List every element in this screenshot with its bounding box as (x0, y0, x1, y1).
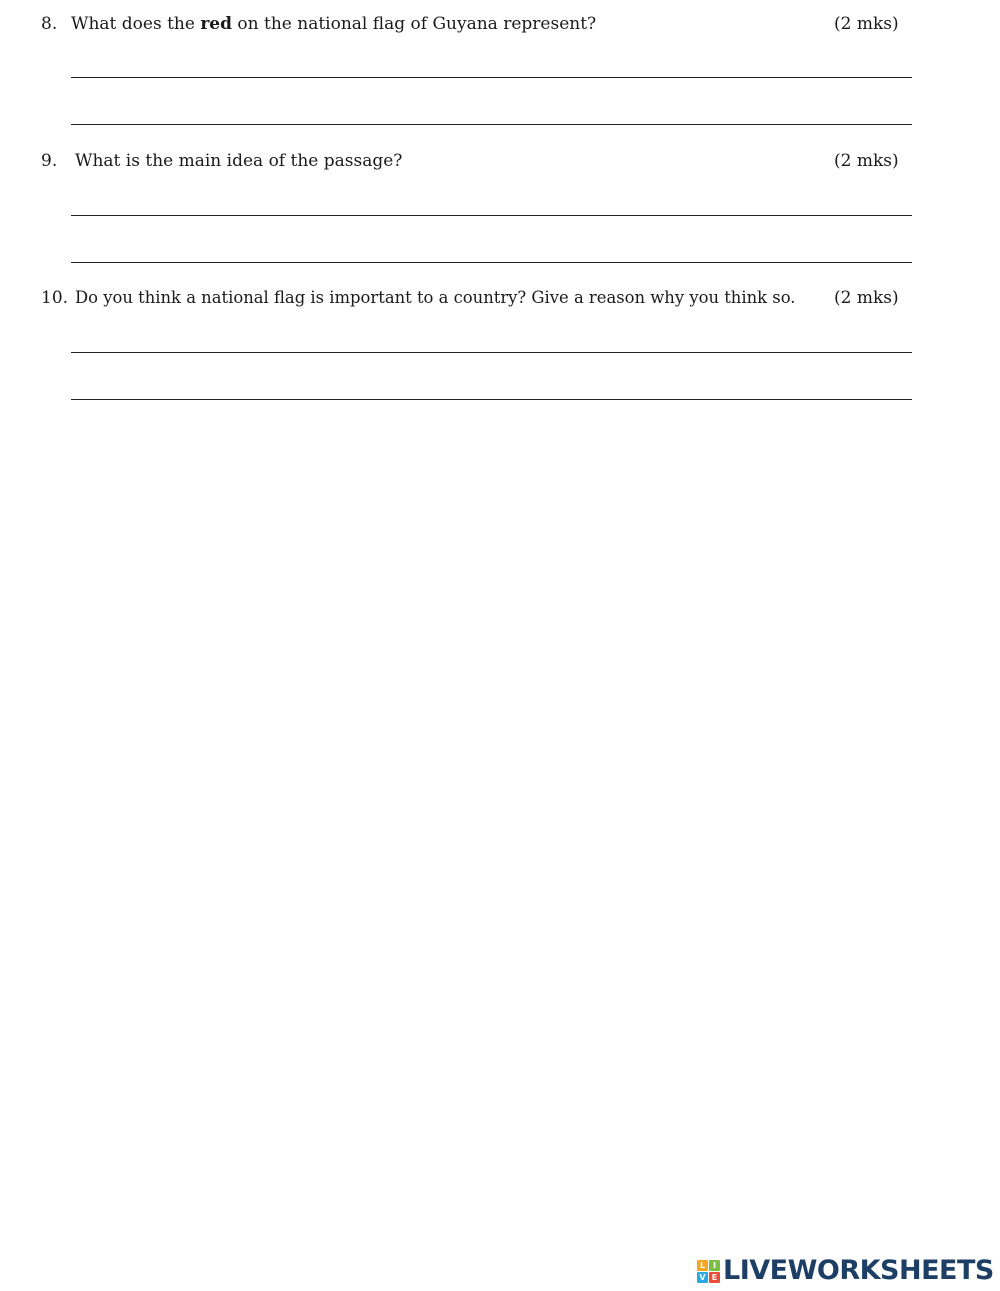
question-10 (0, 287, 1000, 317)
question-text-before: What does the (71, 14, 201, 34)
answer-line[interactable] (71, 124, 912, 125)
question-number: 9. (41, 151, 58, 171)
logo-mark-icon (697, 1260, 720, 1283)
logo-cell: V (697, 1272, 708, 1283)
question-number: 10. (41, 288, 69, 308)
liveworksheets-logo[interactable] (697, 1256, 994, 1286)
question-text (71, 13, 596, 35)
question-text-bold: red (200, 14, 233, 34)
question-marks: (2 mks) (834, 151, 899, 171)
question-text-after: on the national flag of Guyana represent? (232, 14, 597, 34)
question-marks: (2 mks) (834, 288, 899, 308)
logo-text: LIVEWORKSHEETS (723, 1255, 994, 1286)
question-8 (0, 13, 1000, 43)
logo-cell: I (709, 1260, 720, 1271)
question-9 (0, 150, 1000, 180)
answer-line[interactable] (71, 77, 912, 78)
logo-cell: E (709, 1272, 720, 1283)
answer-line[interactable] (71, 399, 912, 400)
logo-cell: L (697, 1260, 708, 1271)
question-marks: (2 mks) (834, 14, 899, 34)
question-number: 8. (41, 14, 58, 34)
answer-line[interactable] (71, 215, 912, 216)
answer-line[interactable] (71, 352, 912, 353)
question-text: Do you think a national flag is important to a country? Give a reason why you think so. (75, 288, 796, 307)
question-text: What is the main idea of the passage? (75, 151, 403, 171)
answer-line[interactable] (71, 262, 912, 263)
